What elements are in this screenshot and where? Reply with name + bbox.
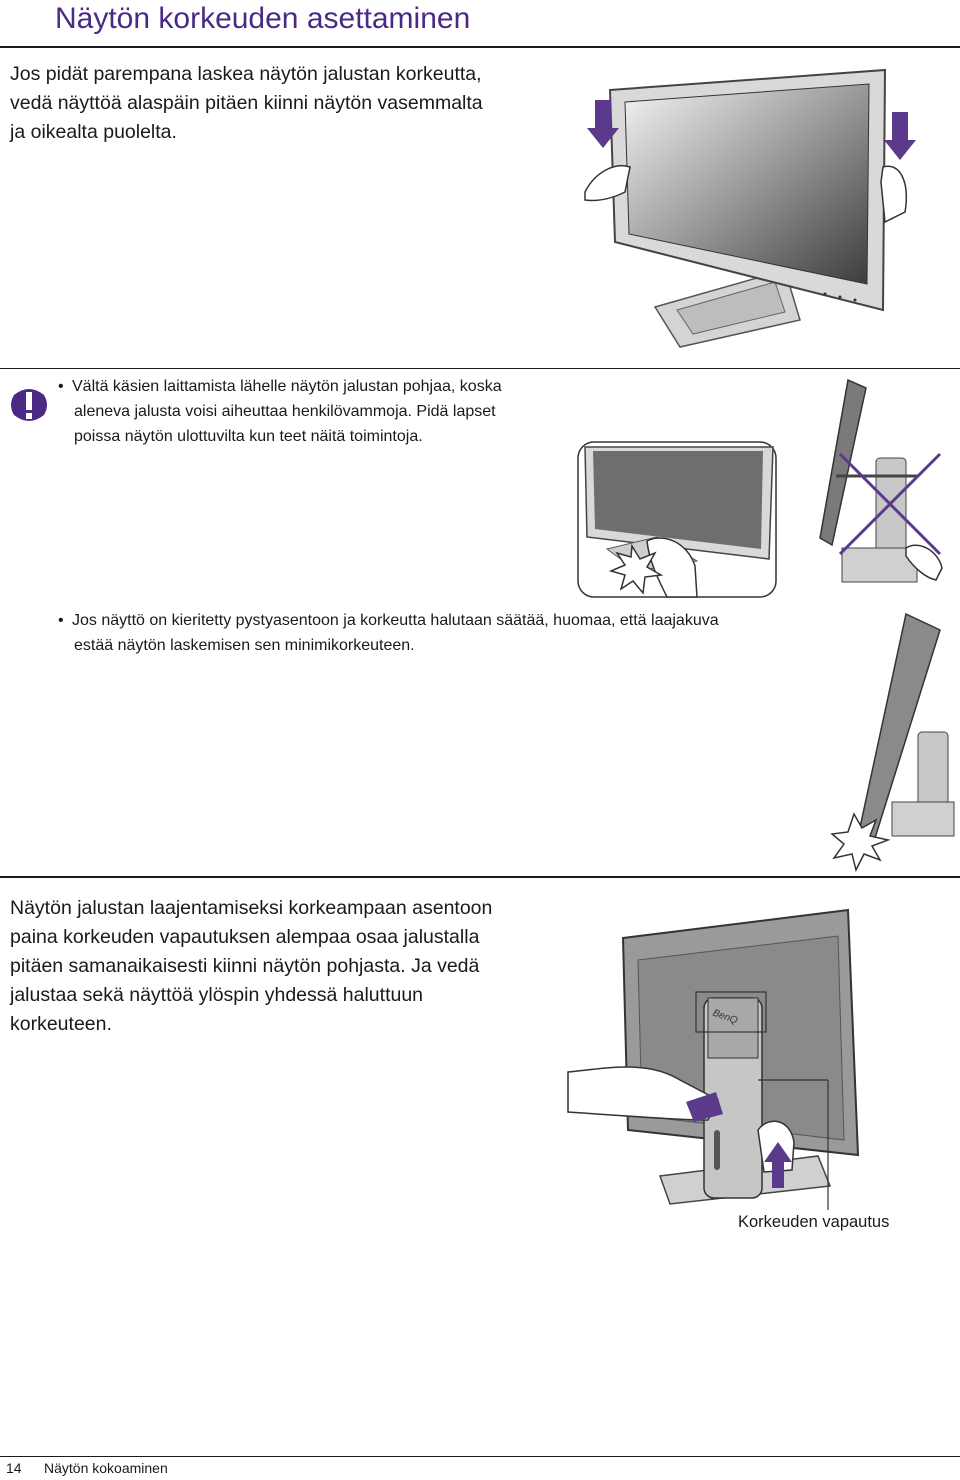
top-divider — [0, 46, 960, 48]
section-divider — [0, 368, 960, 369]
intro-line: ja oikealta puolelta. — [10, 121, 177, 143]
section-divider — [0, 876, 960, 878]
bullet-line: Vältä käsien laittamista lähelle näytön jalustan pohjaa, koska — [72, 378, 502, 395]
para-line: pitäen samanaikaisesti kiinni näytön pohjasta. Ja vedä — [10, 955, 480, 977]
intro-paragraph — [10, 60, 570, 147]
page-footer — [6, 1460, 168, 1476]
page-title: Näytön korkeuden asettaminen — [55, 2, 471, 35]
para-line: paina korkeuden vapautuksen alempaa osaa jalustalla — [10, 926, 480, 948]
footer-divider — [0, 1456, 960, 1457]
bullet-line: estää näytön laskemisen sen minimikorkeuteen. — [74, 637, 415, 654]
page-number: 14 — [6, 1460, 22, 1476]
bullet-line: poissa näytön ulottuvilta kun teet näitä toimintoja. — [74, 428, 423, 445]
pivoted-monitor-illustration — [832, 614, 958, 874]
right-down-arrow-icon — [884, 112, 916, 160]
rear-view-release-illustration — [568, 880, 868, 1210]
exclamation-icon — [10, 385, 48, 425]
para-line: Näytön jalustan laajentamiseksi korkeampaan asentoon — [10, 897, 493, 919]
footer-section: Näytön kokoaminen — [44, 1460, 168, 1476]
bullet-line: Jos näyttö on kieritetty pystyasentoon ja korkeutta halutaan säätää, huomaa, että laajakuva — [72, 612, 719, 629]
warning-bullet-1: • Vältä käsien laittamista lähelle näytön jalustan pohjaa, koska aleneva jalusta voisi aiheuttaa henkilövammoja. Pidä lapset poissa näytön ulottuvilta kun teet näitä toimintoja. — [58, 378, 502, 445]
monitor-lower-illustration — [585, 62, 925, 347]
para-line: jalustaa sekä näyttöä ylöspin yhdessä haluttuun — [10, 984, 424, 1006]
intro-line: vedä näyttöä alaspäin pitäen kiinni näytön vasemmalta — [10, 92, 483, 114]
pinch-warning-illustration — [577, 441, 777, 598]
warning-bullet-2: • Jos näyttö on kieritetty pystyasentoon ja korkeutta halutaan säätää, huomaa, että laajakuva estää näytön laskemisen sen minimikorkeuteen. — [58, 612, 719, 654]
bullet-line: aleneva jalusta voisi aiheuttaa henkilövammoja. Pidä lapset — [74, 403, 496, 420]
side-view-crossed-illustration — [818, 380, 958, 590]
intro-line: Jos pidät parempana laskea näytön jalustan korkeutta, — [10, 63, 482, 85]
right-hand-icon — [881, 166, 906, 222]
stand-logo: BenQ — [711, 1007, 739, 1027]
para-line: korkeuteen. — [10, 1013, 112, 1035]
extend-instructions — [10, 894, 570, 1039]
release-caption: Korkeuden vapautus — [738, 1213, 890, 1231]
